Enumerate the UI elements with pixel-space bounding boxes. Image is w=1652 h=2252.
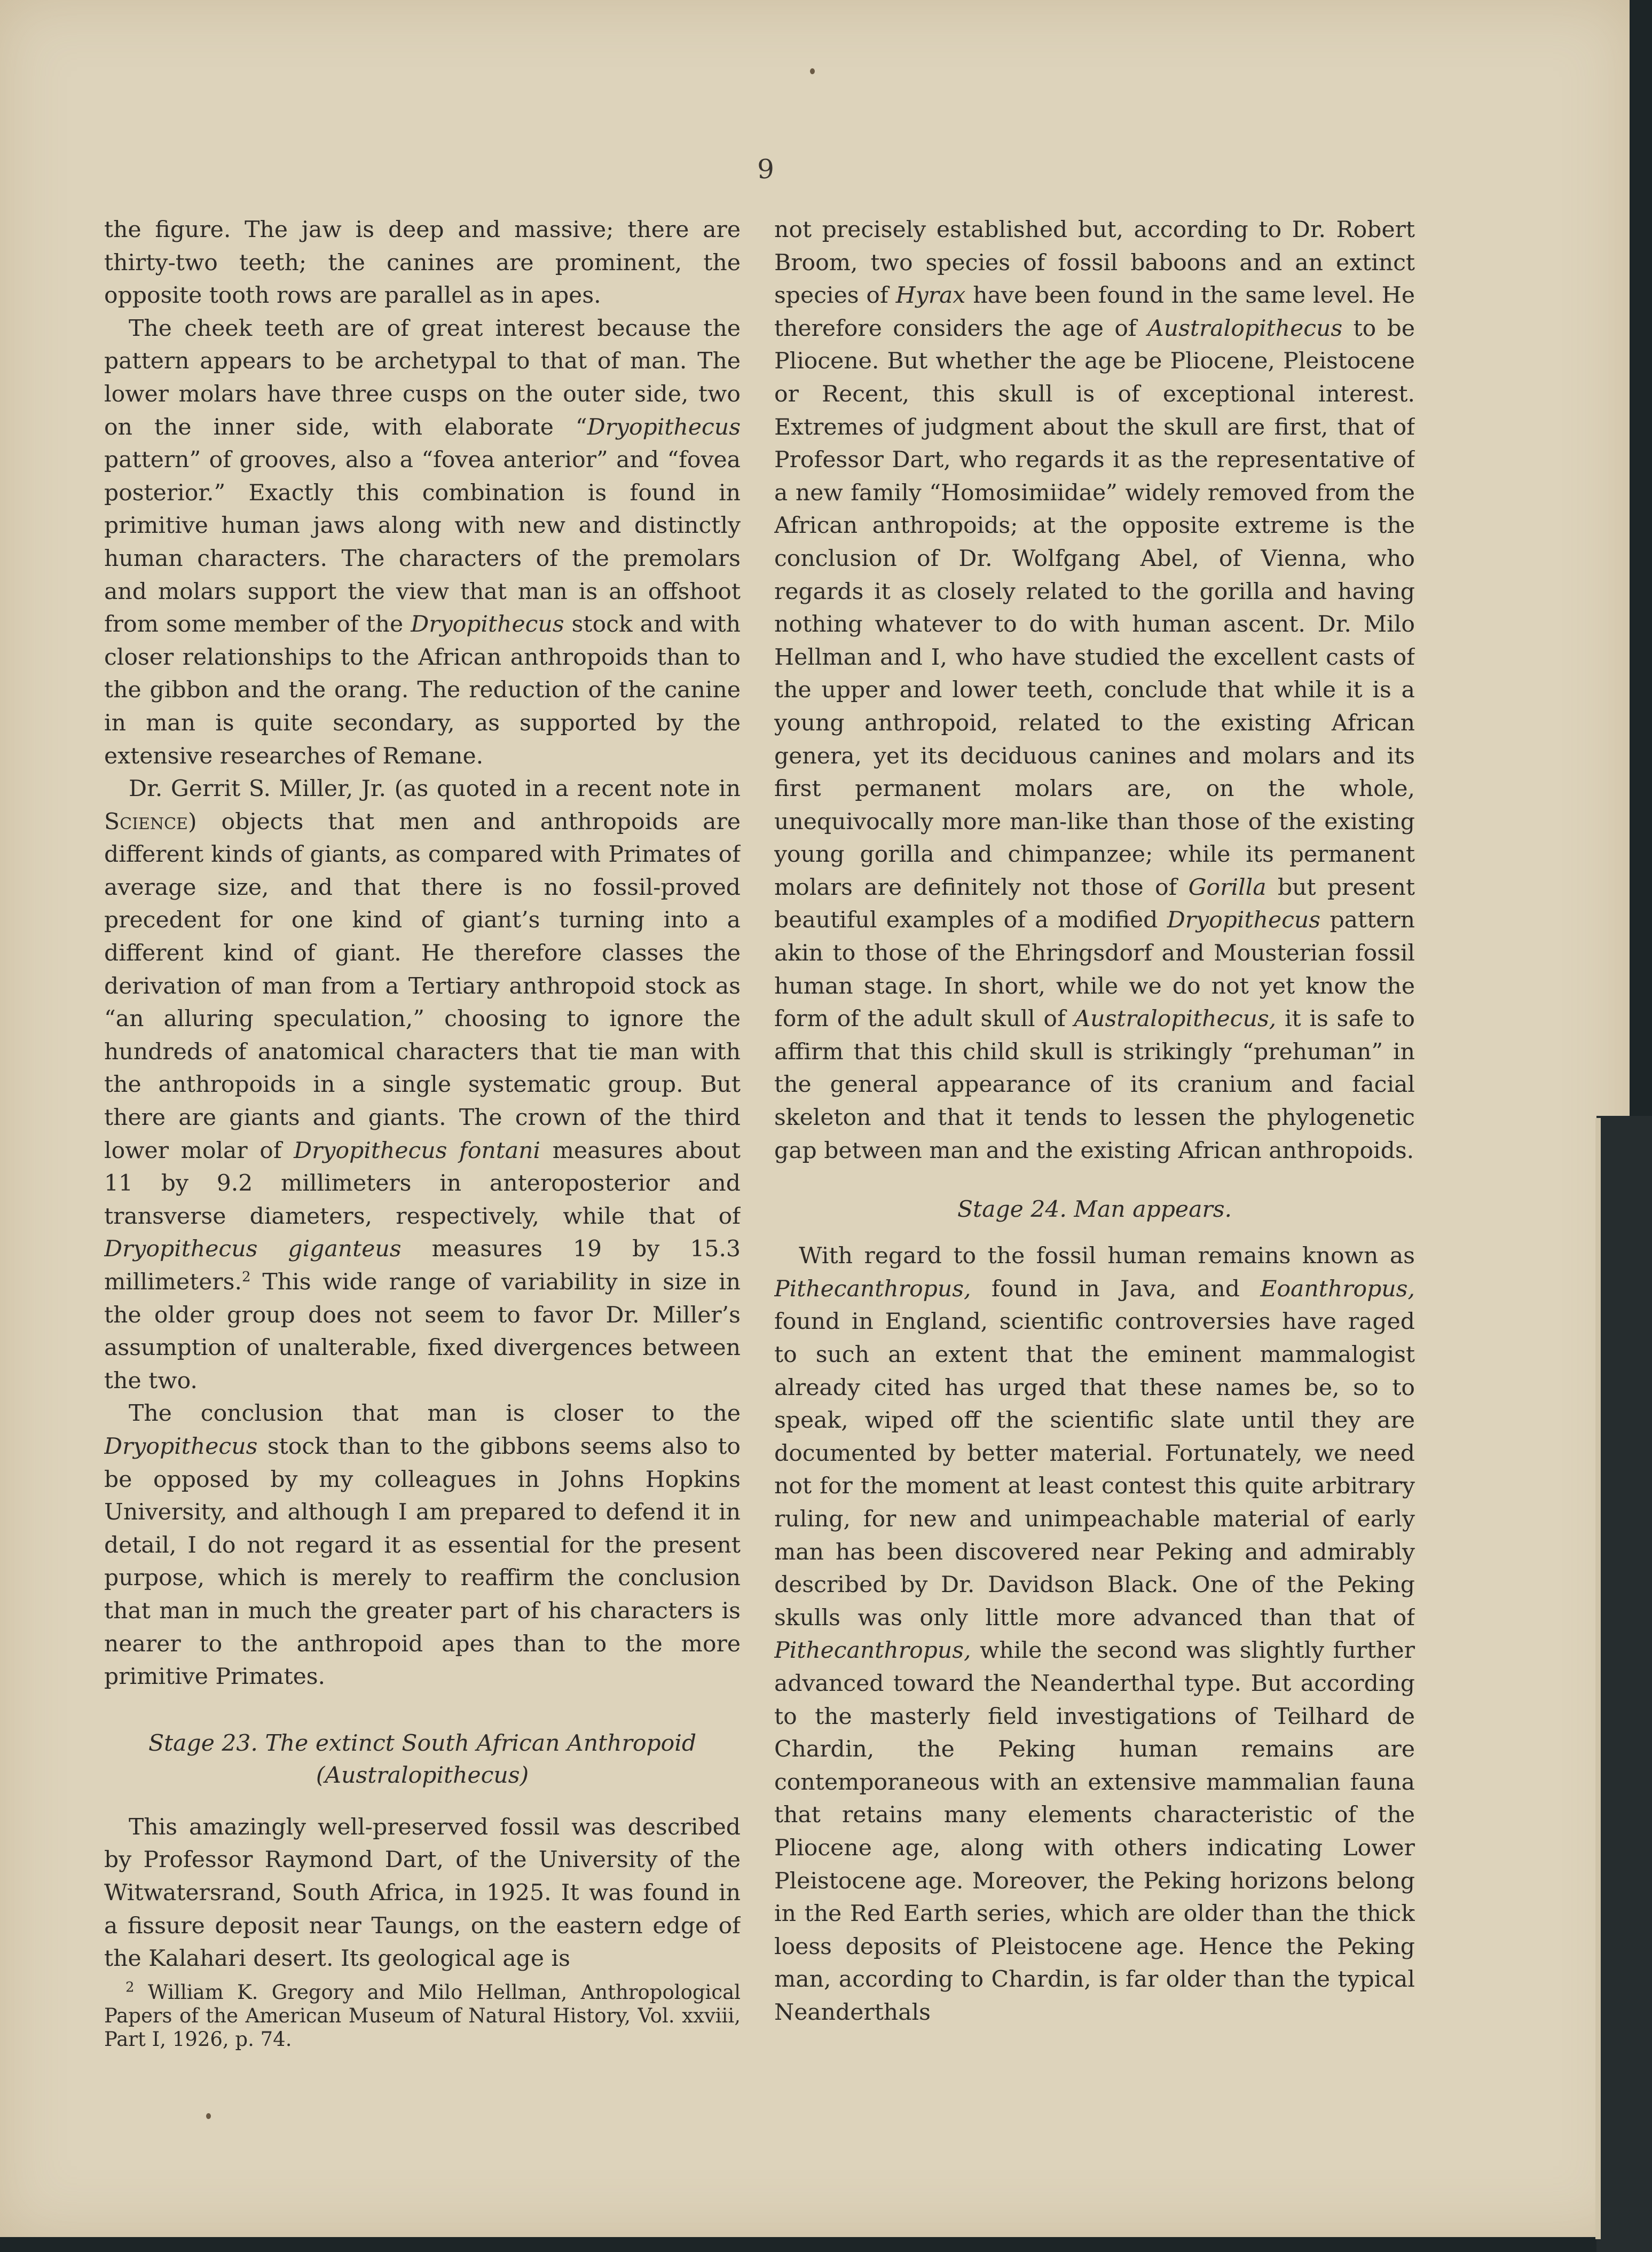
- taxon-name: Hyrax: [895, 282, 966, 309]
- text-run: to be Pliocene. But whether the age be Pliocene, Pleistocene or Recent, this skull is of exceptional interest. Extremes of judgment about the skull are first, that of Professor Dart, who regards it as the representative of a new family “Homosimiidae” widely removed from the African anthropoids; at the opposite extreme is the conclusion of Dr. Wolfgang Abel, of Vienna, who regards it as closely related to the gorilla and having nothing whatever to do with human ascent. Dr. Milo Hellman and I, who have studied the excellent casts of the upper and lower teeth, conclude that while it is a young anthropoid, related to the existing African genera, yet its deciduous canines and molars and its first permanent molars are, on the whole, unequivocally more man-like than those of the existing young gorilla and chimpanzee; while its permanent molars are definitely not those of: [774, 315, 1415, 901]
- paper-speck: [810, 68, 815, 74]
- page-number: 9: [757, 154, 774, 185]
- footnote-text: William K. Gregory and Milo Hellman, Anthropological Papers of the American Museum of Natural History, Vol. xxviii, Part I, 1926, p. 74.: [104, 1980, 741, 2051]
- left-column: [104, 214, 741, 2061]
- paragraph: [104, 312, 741, 773]
- taxon-name: Dryopithecus: [1167, 907, 1321, 934]
- taxon-name: Pithecanthropus,: [774, 1275, 971, 1302]
- paragraph: [774, 1240, 1415, 2029]
- taxon-name: Australopithecus,: [1074, 1006, 1277, 1033]
- text-run: Dr. Gerrit S. Miller, Jr. (as quoted in a recent note in: [129, 776, 741, 802]
- footnote: [104, 1981, 741, 2051]
- taxon-name: Eoanthropus,: [1260, 1275, 1415, 1302]
- taxon-name: Australopithecus: [1147, 315, 1343, 342]
- page-fold-edge: [1595, 1118, 1601, 2239]
- text-run: measures about 11 by 9.2 millimeters in anteroposterior and transverse diameters, respectively, while that of: [104, 1137, 741, 1230]
- text-run: but present beautiful examples of a modified: [774, 874, 1415, 934]
- text-run: have been found in the same level. He therefore considers the age of: [774, 282, 1415, 342]
- taxon-name: Dryopithecus: [411, 611, 564, 638]
- section-heading: [104, 1728, 741, 1792]
- text-run: not precisely established but, according to Dr. Robert Broom, two species of fossil baboons and an extinct species of: [774, 217, 1415, 309]
- text-run: The conclusion that man is closer to the: [129, 1400, 741, 1427]
- paragraph: [104, 1397, 741, 1693]
- page-fold-shadow: [1596, 1116, 1652, 2252]
- text-run: pattern” of grooves, also a “fovea anterior” and “fovea posterior.” Exactly this combination is found in primitive human jaws along with new and distinctly human characters. The characters of the premolars and molars support the view that man is an offshoot from some member of the: [104, 447, 741, 638]
- text-run: pattern akin to those of the Ehringsdorf and Mousterian fossil human stage. In short, while we do not yet know the form of the adult skull of: [774, 907, 1415, 1033]
- text-run: ) objects that men and anthropoids are different kinds of giants, as compared with Primates of average size, and that there is no fossil-proved precedent for one kind of giant’s turning into a different kind of giant. He therefore classes the derivation of man from a Tertiary anthropoid stock as “an alluring speculation,” choosing to ignore the hundreds of anatomical characters that tie man with the anthropoids in a single systematic group. But there are giants and giants. The crown of the third lower molar of: [104, 808, 741, 1164]
- text-run: found in Java, and: [971, 1275, 1261, 1302]
- text-run: The cheek teeth are of great interest because the pattern appears to be archetypal to that of man. The lower molars have three cusps on the outer side, two on the inner side, with elaborate “: [104, 315, 741, 440]
- paragraph: This amazingly well-preserved fossil was described by Professor Raymond Dart, of the University of the Witwatersrand, South Africa, in 1925. It was found in a fissure deposit near Taungs, on the eastern edge of the Kalahari desert. Its geological age is: [104, 1814, 741, 1972]
- heading-line: Stage 23. The extinct South African Anthropoid: [148, 1730, 697, 1757]
- text-run: This wide range of variability in size in the older group does not seem to favor Dr. Miller’s assumption of unalterable, fixed divergences between the two.: [104, 1269, 741, 1394]
- text-run: while the second was slightly further advanced toward the Neanderthal type. But according to the masterly field investigations of Teilhard de Chardin, the Peking human remains are contemporaneous with an extensive mammalian fauna that retains many elements characteristic of the Pliocene age, along with others indicating Lower Pleistocene age. Moreover, the Peking horizons belong in the Red Earth series, which are older than the thick loess deposits of Pleistocene age. Hence the Peking man, according to Chardin, is far older than the typical Neanderthals: [774, 1637, 1415, 2026]
- paragraph: [104, 773, 741, 1397]
- taxon-name: Dryopithecus: [587, 414, 741, 440]
- section-heading: Stage 24. Man appears.: [957, 1196, 1232, 1223]
- paragraph: the figure. The jaw is deep and massive; there are thirty-two teeth; the canines are prominent, the opposite tooth rows are parallel as in apes.: [104, 217, 741, 309]
- journal-name: Science: [104, 808, 188, 835]
- text-run: stock and with closer relationships to the African anthropoids than to the gibbon and the orang. The reduction of the canine in man is quite secondary, as supported by the extensive researches of Remane.: [104, 611, 741, 769]
- taxon-name: Dryopithecus fontani: [294, 1137, 541, 1164]
- text-run: it is safe to affirm that this child skull is strikingly “prehuman” in the general appearance of its cranium and facial skeleton and that it tends to lessen the phylogenetic gap between man and the existing African anthropoids.: [774, 1006, 1415, 1164]
- text-run: found in England, scientific controversies have raged to such an extent that the eminent mammalogist already cited has urged that these names be, so to speak, wiped off the scientific slate until they are documented by better material. Fortunately, we need not for the moment at least contest this quite arbitrary ruling, for new and unimpeachable material of early man has been discovered near Peking and admirably described by Dr. Davidson Black. One of the Peking skulls was only little more advanced than that of: [774, 1309, 1415, 1631]
- taxon-name: Dryopithecus: [104, 1433, 258, 1460]
- taxon-name: Pithecanthropus,: [774, 1637, 971, 1664]
- taxon-name: Dryopithecus giganteus: [104, 1236, 402, 1263]
- text-run: With regard to the fossil human remains known as: [799, 1243, 1415, 1270]
- taxon-name: Gorilla: [1188, 874, 1266, 901]
- text-run: stock than to the gibbons seems also to be opposed by my colleagues in Johns Hopkins University, and although I am prepared to defend it in detail, I do not regard it as essential for the present purpose, which is merely to reaffirm the conclusion that man in much the greater part of his characters is nearer to the anthropoid apes than to the more primitive Primates.: [104, 1433, 741, 1690]
- footnote-marker: 2: [242, 1269, 251, 1285]
- paragraph: [774, 214, 1415, 1167]
- paper-speck: [206, 2113, 211, 2119]
- footnote-number: 2: [125, 1979, 135, 1996]
- text-run: measures 19 by 15.3 millimeters.: [104, 1236, 741, 1295]
- heading-line: (Australopithecus): [316, 1762, 529, 1789]
- right-column: [774, 214, 1415, 2061]
